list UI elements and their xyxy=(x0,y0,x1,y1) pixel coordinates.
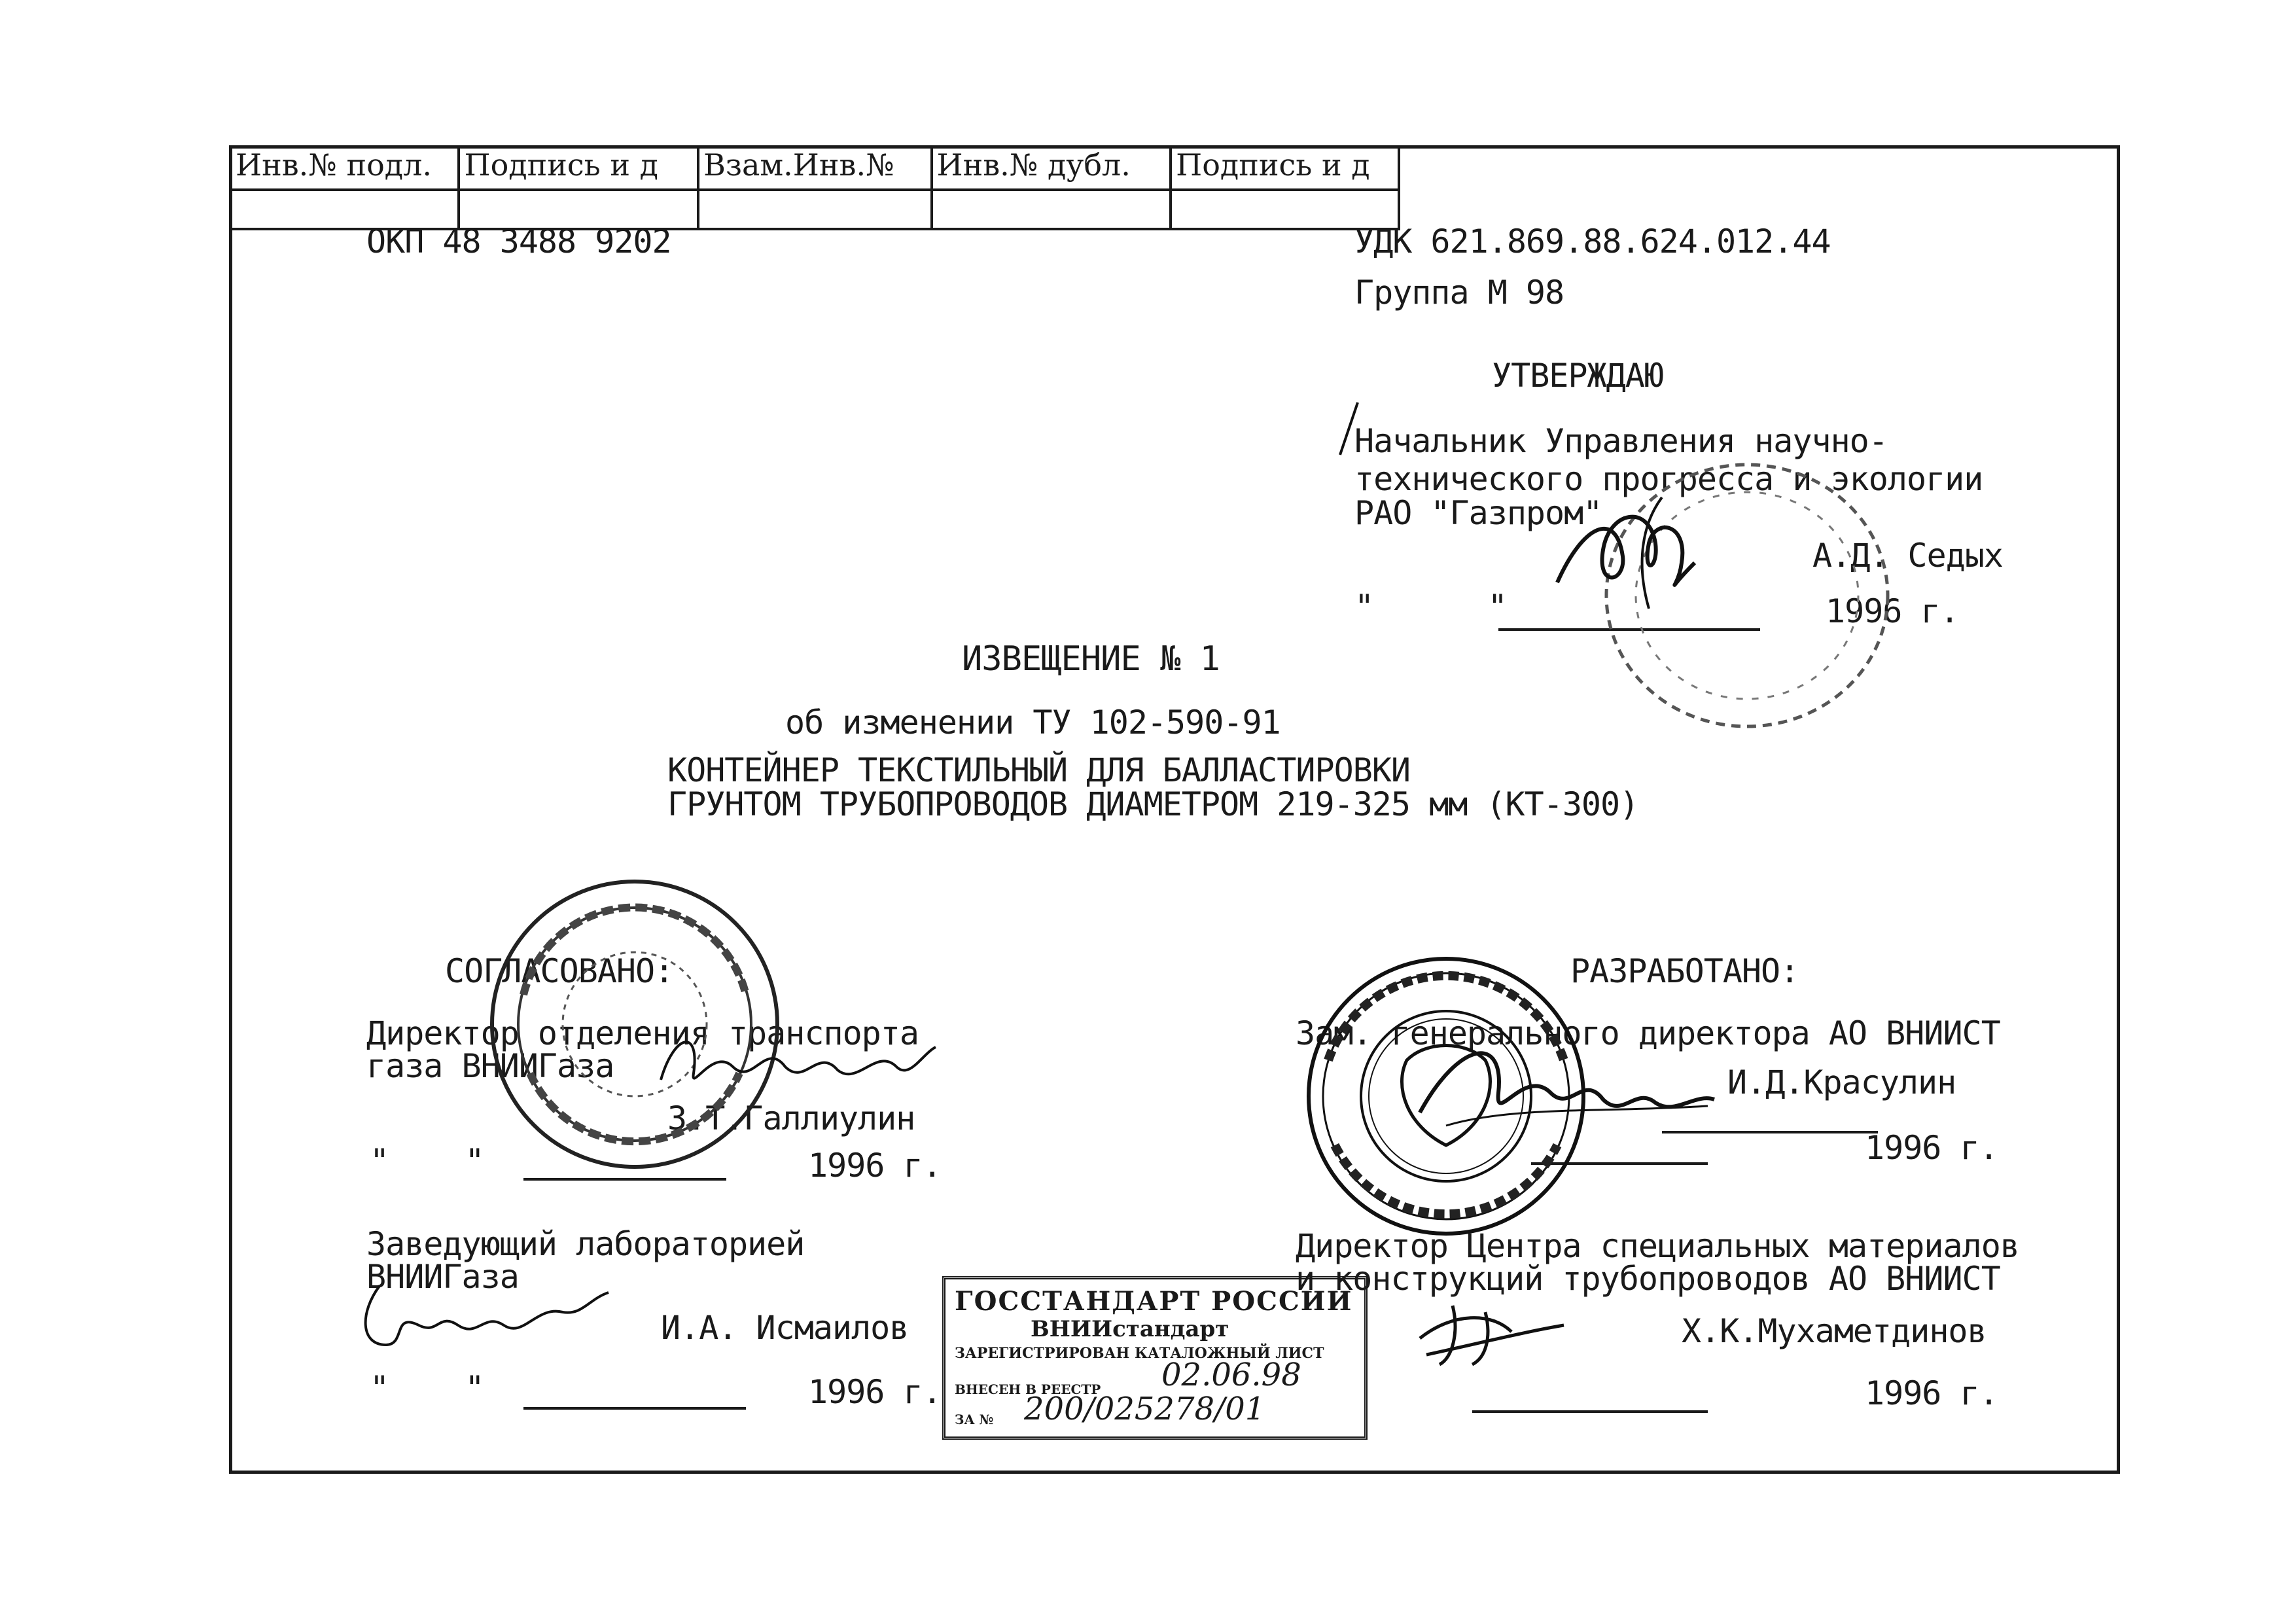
approval-date-quotes: " " xyxy=(1354,588,1507,626)
group-code: Группа М 98 xyxy=(1354,274,1564,312)
approval-line-1: Начальник Управления научно- xyxy=(1354,422,1888,460)
inventory-empty-cell xyxy=(932,190,1171,229)
lab-line-1: Заведующий лабораторией xyxy=(366,1225,805,1263)
developed-title: РАЗРАБОТАНО: xyxy=(1570,952,1799,990)
agreed-line-1: Директор отделения транспорта xyxy=(366,1014,919,1052)
lab-date-line xyxy=(523,1407,746,1410)
approval-tick-mark-icon xyxy=(1335,399,1361,458)
agreed-signatory-name: З.Т.Галлиулин xyxy=(667,1099,915,1137)
agreed-date-quotes: " " xyxy=(370,1142,484,1180)
signature-header-cell: Подпись и д xyxy=(459,147,698,190)
registration-line-2: ВНИИстандарт xyxy=(1031,1316,1229,1342)
approval-title: УТВЕРЖДАЮ xyxy=(1492,357,1663,395)
registration-number: 200/025278/01 xyxy=(1024,1391,1265,1427)
developed-year: 1996 г. xyxy=(1865,1129,1998,1167)
sedykh-signature-icon xyxy=(1544,484,1740,615)
developed-signatory-name: И.Д.Красулин xyxy=(1727,1063,1956,1101)
registration-line-1: ГОССТАНДАРТ РОССИИ xyxy=(955,1286,1353,1317)
center-year: 1996 г. xyxy=(1865,1374,1998,1412)
notice-title: ИЗВЕЩЕНИЕ № 1 xyxy=(962,639,1220,679)
center-date-line xyxy=(1472,1410,1708,1413)
udk-code: УДК 621.869.88.624.012.44 xyxy=(1354,223,1831,260)
mukhametdinov-signature-icon xyxy=(1413,1299,1570,1371)
registration-stamp xyxy=(942,1276,1368,1440)
duplicate-inventory-header-cell: Инв.№ дубл. xyxy=(932,147,1171,190)
agreed-title: СОГЛАСОВАНО: xyxy=(445,952,674,990)
agreed-date-line xyxy=(523,1178,726,1181)
signature-header-cell-2: Подпись и д xyxy=(1171,147,1399,190)
notice-product-line-2: ГРУНТОМ ТРУБОПРОВОДОВ ДИАМЕТРОМ 219-325 мм (КТ-300) xyxy=(667,785,1639,823)
agreed-line-2: газа ВНИИГаза xyxy=(366,1047,614,1085)
approval-line-2: технического прогресса и экологии xyxy=(1354,460,1983,498)
replacement-inventory-header-cell: Взам.Инв.№ xyxy=(698,147,931,190)
approval-year: 1996 г. xyxy=(1826,592,1959,630)
center-line-2: и конструкций трубопроводов АО ВНИИСТ xyxy=(1296,1260,2000,1298)
registration-line-4: ВНЕСЕН В РЕЕСТР xyxy=(955,1382,1101,1397)
registration-line-5: ЗА № xyxy=(955,1412,994,1427)
registration-line-3: ЗАРЕГИСТРИРОВАН КАТАЛОЖНЫЙ ЛИСТ xyxy=(955,1345,1324,1362)
ismailov-signature-icon xyxy=(353,1273,615,1358)
inventory-stamp-table xyxy=(229,145,1400,230)
approval-line-3: РАО "Газпром" xyxy=(1354,494,1602,532)
okp-code: ОКП 48 3488 9202 xyxy=(366,223,671,260)
approval-signatory-name: А.Д. Седых xyxy=(1812,537,2004,575)
lab-line-2: ВНИИГаза xyxy=(366,1258,519,1296)
lab-year: 1996 г. xyxy=(808,1373,942,1411)
registration-date: 02.06.98 xyxy=(1161,1357,1301,1393)
galliulin-signature-icon xyxy=(654,1021,942,1099)
notice-product-line-1: КОНТЕЙНЕР ТЕКСТИЛЬНЫЙ ДЛЯ БАЛЛАСТИРОВКИ xyxy=(667,751,1410,789)
center-line-1: Директор Центра специальных материалов xyxy=(1296,1227,2019,1265)
notice-subtitle: об изменении ТУ 102-590-91 xyxy=(785,704,1280,741)
developed-line-1: Зам. генерального директора АО ВНИИСТ xyxy=(1296,1014,2000,1052)
lab-date-quotes: " " xyxy=(370,1369,484,1407)
agreed-year: 1996 г. xyxy=(808,1147,942,1185)
center-signatory-name: Х.К.Мухаметдинов xyxy=(1682,1312,1987,1350)
inventory-header-cell: Инв.№ подл. xyxy=(230,147,459,190)
lab-signatory-name: И.А. Исмаилов xyxy=(661,1309,909,1347)
krasulin-signature-icon xyxy=(1407,1027,1721,1139)
inventory-empty-cell xyxy=(698,190,931,229)
